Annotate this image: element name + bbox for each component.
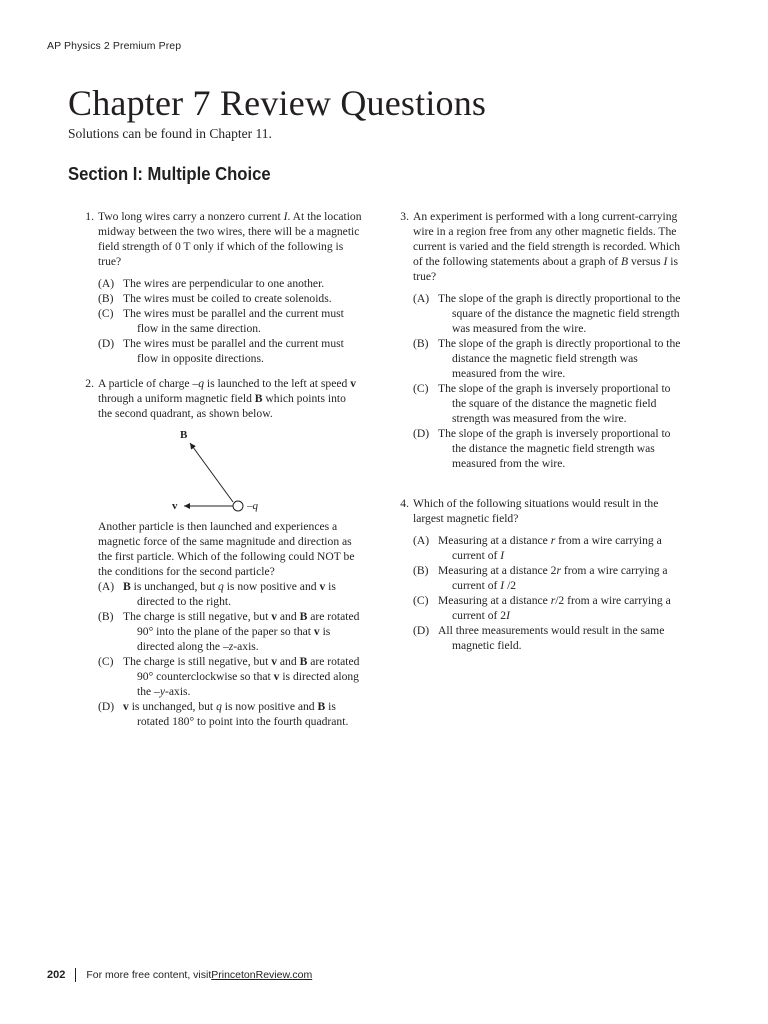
question-number: 4. [400, 497, 409, 510]
answer-option-a [413, 533, 683, 563]
option-label: (D) [98, 700, 115, 713]
question-3 [393, 209, 683, 471]
question-number: 2. [85, 377, 94, 390]
vec: v [123, 700, 129, 713]
t: from a wire carrying a current of [452, 564, 668, 592]
b-field-arrow [190, 443, 233, 502]
vector-diagram [160, 428, 280, 518]
stem-text: Which of the following situations would result in the largest magnetic field? [413, 497, 659, 525]
option-label: (A) [413, 534, 430, 547]
vec: v [271, 610, 278, 623]
var: r [550, 594, 556, 607]
chapter-subtitle: Solutions can be found in Chapter 11. [68, 126, 272, 141]
option-label: (C) [98, 655, 114, 668]
question-2-options [78, 579, 362, 729]
var: I [500, 579, 505, 592]
answer-option-d [413, 623, 683, 653]
var: r [556, 564, 561, 577]
stem-text: is launched to the left at speed [204, 377, 351, 390]
question-1-options [78, 276, 362, 366]
vec: B [299, 610, 308, 623]
question-4-options [393, 533, 683, 653]
answer-option-b [98, 291, 362, 306]
option-label: (B) [413, 337, 429, 350]
t: is now positive and [223, 580, 320, 593]
question-2-followup: Another particle is then launched and experiences a magnetic force of the same magnitude and direction as the first particle. Which of the following could NOT be the conditions for the second particle? [98, 520, 355, 578]
t: are rotated 90° counterclockwise so that [137, 655, 360, 683]
option-label: (D) [98, 337, 115, 350]
answer-option-d [413, 426, 683, 471]
answer-option-b [413, 336, 683, 381]
answer-option-c [413, 593, 683, 623]
answer-option-c [98, 306, 362, 336]
answer-option-a [98, 579, 362, 609]
t: -axis. [233, 640, 259, 653]
option-label: (C) [98, 307, 114, 320]
t: The charge is still negative, but [123, 655, 272, 668]
footer-text: For more free content, visit [86, 969, 212, 981]
running-head: AP Physics 2 Premium Prep [47, 40, 182, 52]
option-label: (B) [413, 564, 429, 577]
vec: v [271, 655, 278, 668]
t: /2 [504, 579, 517, 592]
option-text: The slope of the graph is inversely proportional to the distance the magnetic field strength was measured from the wire. [438, 427, 671, 470]
t: Measuring at a distance 2 [438, 564, 557, 577]
option-label: (A) [98, 580, 115, 593]
question-number: 1. [85, 210, 94, 223]
question-4-stem [393, 496, 683, 526]
option-text: The wires must be parallel and the current must flow in opposite directions. [123, 337, 344, 365]
answer-option-a [98, 276, 362, 291]
question-1-stem [78, 209, 362, 269]
option-text: The slope of the graph is directly proportional to the square of the distance the magnetic field strength was measured from the wire. [438, 292, 681, 335]
var: I [506, 609, 510, 622]
option-text: The wires must be parallel and the current must flow in the same direction. [123, 307, 344, 335]
t: The charge is still negative, but [123, 610, 272, 623]
option-label: (C) [413, 382, 429, 395]
question-2-continued [78, 519, 362, 729]
stem-text: versus [628, 255, 664, 268]
question-2 [78, 376, 362, 421]
stem-vector: v [350, 377, 356, 390]
answer-option-d [98, 699, 362, 729]
t: All three measurements would result in the same magnetic field. [438, 624, 665, 652]
stem-text: . At the location midway between the two wires, there will be a magnetic field strength of 0 T only if which of the following is true? [98, 210, 362, 268]
answer-option-b [413, 563, 683, 593]
t: is unchanged, but [128, 700, 217, 713]
t: Measuring at a distance [438, 534, 551, 547]
t: Measuring at a distance [438, 594, 551, 607]
option-text: The slope of the graph is directly proportional to the distance the magnetic field strength was measured from the wire. [438, 337, 681, 380]
stem-var: I [663, 255, 668, 268]
stem-var: I [283, 210, 288, 223]
footer-link[interactable]: PrincetonReview.com [211, 969, 313, 981]
option-label: (B) [98, 292, 114, 305]
t: is directed to the right. [137, 580, 336, 608]
page-footer [47, 968, 312, 982]
vec: B [317, 700, 326, 713]
t: -axis. [165, 685, 191, 698]
answer-option-c [413, 381, 683, 426]
question-3-options [393, 291, 683, 471]
answer-option-d [98, 336, 362, 366]
b-label: B [180, 429, 188, 441]
option-text: The wires must be coiled to create solenoids. [123, 292, 332, 305]
var: y [159, 685, 166, 698]
var: q [218, 580, 224, 593]
var: I [500, 549, 505, 562]
page-number: 202 [47, 969, 66, 981]
t: is directed along the – [137, 625, 331, 653]
v-label: v [172, 500, 178, 512]
option-label: (C) [413, 594, 429, 607]
stem-text: through a uniform magnetic field [98, 392, 255, 405]
t: /2 from a wire carrying a current of 2 [452, 594, 671, 622]
chapter-title: Chapter 7 Review Questions [68, 83, 487, 123]
t: from a wire carrying a current of [452, 534, 662, 562]
vec: B [299, 655, 308, 668]
var: q [216, 700, 222, 713]
question-4 [393, 496, 683, 653]
option-text: The wires are perpendicular to one another. [123, 277, 325, 290]
option-label: (A) [98, 277, 115, 290]
stem-text: A particle of charge [98, 377, 193, 390]
stem-var: B [621, 255, 629, 268]
option-label: (D) [413, 624, 430, 637]
t: and [277, 610, 300, 623]
var: r [550, 534, 556, 547]
vec: B [123, 580, 131, 593]
vector-diagram-svg [160, 428, 280, 518]
t: are rotated 90° into the plane of the paper so that [137, 610, 360, 638]
question-1 [78, 209, 362, 366]
vec: v [319, 580, 326, 593]
t: is unchanged, but [130, 580, 218, 593]
t: is directed along the – [137, 670, 359, 698]
question-3-stem [393, 209, 683, 284]
answer-option-c [98, 654, 362, 699]
charge-label: –q [247, 500, 258, 512]
option-label: (D) [413, 427, 430, 440]
option-label: (B) [98, 610, 114, 623]
t: is now positive and [221, 700, 318, 713]
t: and [277, 655, 300, 668]
t: is rotated 180° to point into the fourth quadrant. [137, 700, 349, 728]
answer-option-a [413, 291, 683, 336]
section-title: Section I: Multiple Choice [68, 163, 271, 184]
stem-var: –q [192, 377, 205, 390]
stem-text: An experiment is performed with a long current-carrying wire in a region free from any other magnetic fields. The current is varied and the field strength is recorded. Which of the following statements about a graph of [413, 210, 680, 268]
option-text: The slope of the graph is inversely proportional to the square of the distance the magnetic field strength was measured from the wire. [438, 382, 671, 425]
answer-option-b [98, 609, 362, 654]
stem-text: which points into the second quadrant, as shown below. [98, 392, 346, 420]
vec: v [313, 625, 320, 638]
question-2-stem [78, 376, 362, 421]
stem-text: Two long wires carry a nonzero current [98, 210, 284, 223]
stem-vector: B [254, 392, 263, 405]
charge-circle [233, 501, 243, 511]
option-label: (A) [413, 292, 430, 305]
stem-text: is true? [413, 255, 679, 283]
var: z [228, 640, 234, 653]
question-number: 3. [400, 210, 409, 223]
footer-divider [75, 968, 76, 982]
vec: v [273, 670, 280, 683]
